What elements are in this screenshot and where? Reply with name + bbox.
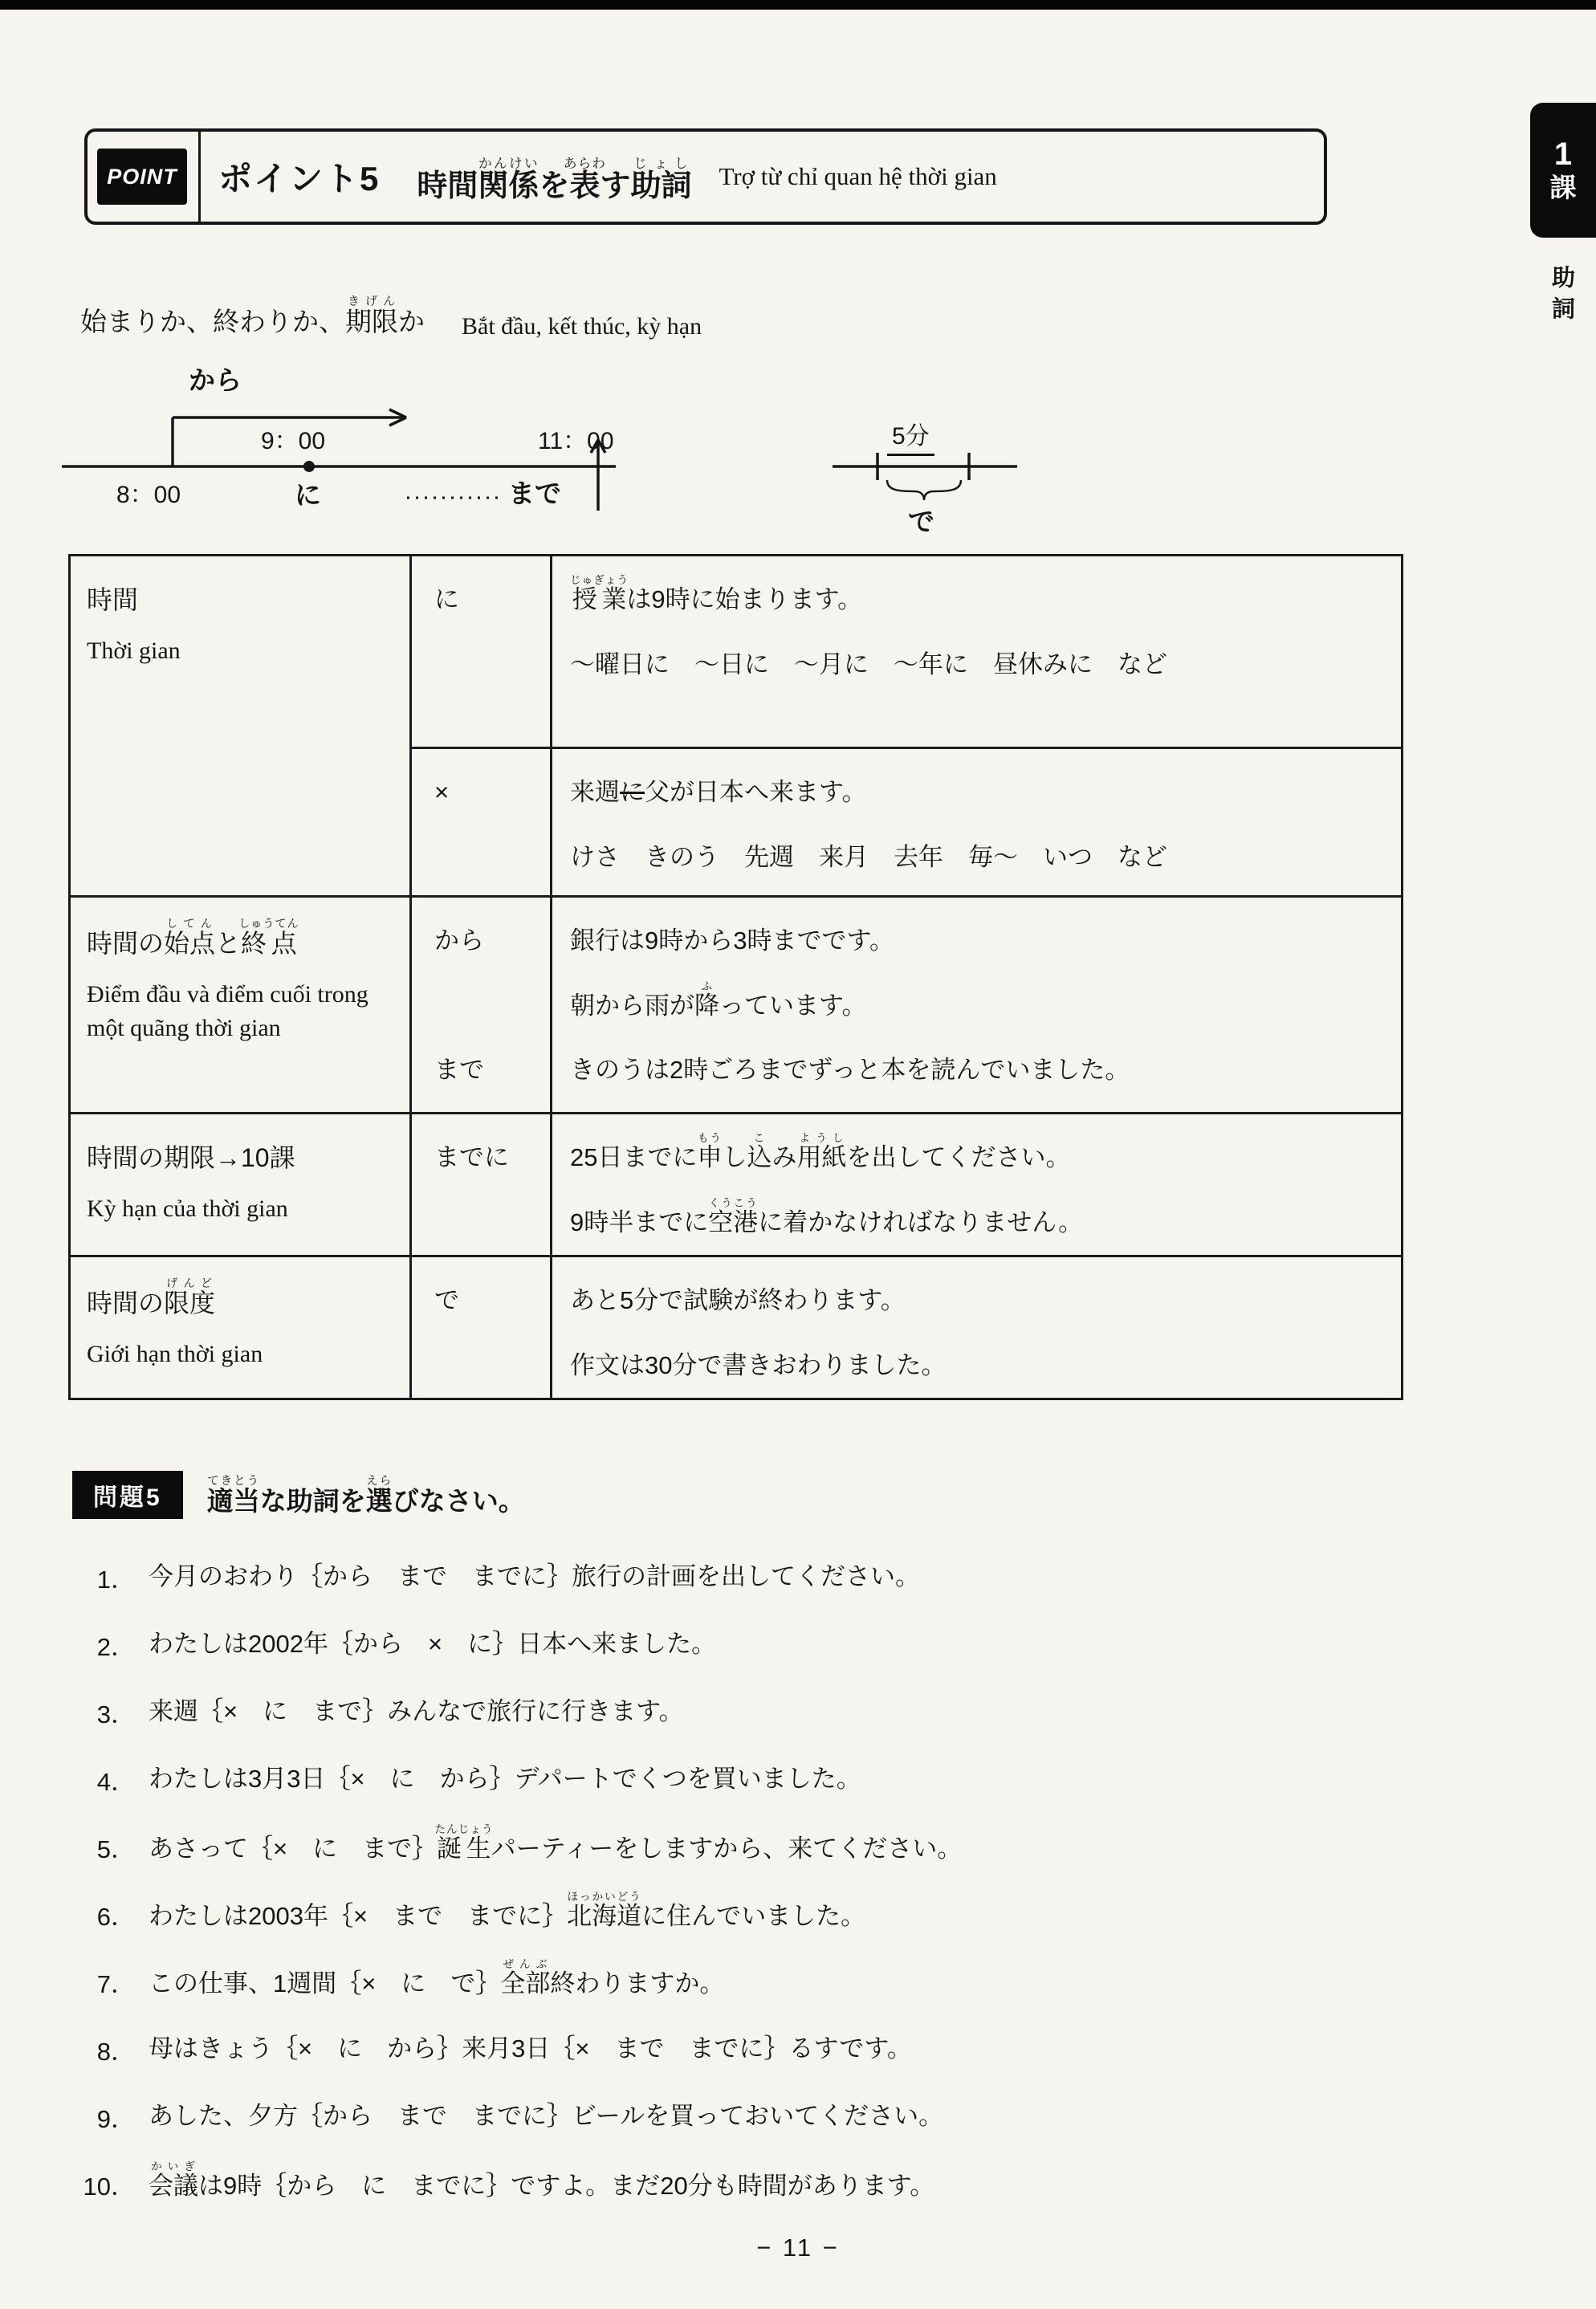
example-sentence: 9時半までに空港くうこうに着かなければなりません。	[570, 1196, 1084, 1236]
scan-top-edge	[0, 0, 1596, 10]
exercise-section-header	[72, 1471, 525, 1519]
exercise-instruction: 適当てきとうな助詞を選えらびなさい。	[206, 1474, 525, 1516]
exercise-text: 今月のおわり｛から まで までに｝旅行の計画を出してください。	[149, 1562, 920, 1590]
point-badge	[97, 149, 187, 205]
exercise-badge	[72, 1471, 183, 1519]
cell-examples-kara-made	[552, 897, 1403, 1114]
particle-de: で	[434, 1286, 459, 1315]
cell-particle-ni	[411, 556, 552, 748]
row-label-vn: Thời gian	[87, 637, 181, 664]
cell-label-limit	[70, 1256, 411, 1399]
diagram-duration-label: 5分	[887, 416, 934, 456]
cell-examples-de	[552, 1256, 1403, 1399]
exercise-text: わたしは2003年｛× まで までに｝北海道ほっかいどうに住んでいました。	[149, 1890, 866, 1930]
chapter-number: 1	[1553, 136, 1573, 173]
exercise-item-3	[76, 1678, 1521, 1745]
exercise-item-4	[76, 1745, 1521, 1813]
row-label-jp: 時間の期限→10課	[87, 1143, 295, 1172]
example-sentence: 銀行は9時から3時までです。	[570, 926, 895, 955]
exercise-number: 9．	[96, 2104, 136, 2133]
exercise-text: あさって｛× に まで｝誕生たんじょうパーティーをしますから、来てください。	[149, 1822, 963, 1863]
cell-examples-madeni	[552, 1114, 1403, 1256]
row-label-jp: 時間	[87, 585, 139, 614]
exercise-item-7	[76, 1948, 1521, 2015]
point-badge-label: POINT	[107, 164, 177, 189]
example-sentence: ～曜日に ～日に ～月に ～年に 昼休みに など	[570, 650, 1167, 678]
row-label-jp: 時間の限度げんど	[87, 1277, 216, 1318]
chapter-tab	[1530, 103, 1596, 238]
exercise-text: わたしは2002年｛から × に｝日本へ来ました。	[149, 1629, 717, 1658]
exercise-item-2	[76, 1611, 1521, 1678]
particle-made: まで	[434, 1055, 484, 1084]
cell-examples-none	[552, 748, 1403, 897]
example-sentence: けさ きのう 先週 来月 去年 毎～ いつ など	[570, 842, 1167, 871]
diagram-ni-label: に	[295, 480, 321, 510]
example-sentence: 作文は30分で書きおわりました。	[570, 1350, 947, 1379]
exercise-number: 4．	[96, 1767, 136, 1796]
exercise-number: 3．	[96, 1700, 136, 1729]
exercise-badge-label: 問題5	[93, 1484, 162, 1511]
exercise-text: この仕事、1週間｛× に で｝全部ぜんぶ終わりますか。	[149, 1957, 725, 1997]
exercise-number: 10．	[83, 2172, 136, 2201]
example-sentence: 来週に父が日本へ来ます。	[570, 778, 867, 806]
grammar-table	[68, 554, 1403, 1400]
row-label-vn: Giới hạn thời gian	[87, 1340, 263, 1367]
point-subtitle-vn: Trợ từ chỉ quan hệ thời gian	[719, 162, 997, 190]
section-intro	[80, 295, 702, 342]
cell-particle-de	[411, 1256, 552, 1399]
row-label-vn: Điểm đầu và điểm cuối trong một quãng thời gian	[87, 980, 368, 1041]
diagram-time-8: 8：00	[116, 482, 181, 508]
cell-particle-kara-made	[411, 897, 552, 1114]
timeline-diagram	[60, 365, 1088, 540]
exercise-text: わたしは3月3日｛× に から｝デパートでくつを買いました。	[149, 1764, 861, 1793]
cell-label-time	[70, 556, 411, 897]
cell-particle-none	[411, 748, 552, 897]
exercise-number: 7．	[96, 1969, 136, 1998]
particle-kara: から	[434, 926, 484, 955]
exercise-text: 母はきょう｛× に から｝来月3日｛× まで までに｝るすです。	[149, 2034, 912, 2063]
exercise-text: あした、夕方｛から まで までに｝ビールを買っておいてください。	[149, 2101, 944, 2130]
chapter-suffix: 課	[1549, 173, 1577, 203]
point-header	[84, 128, 1327, 225]
row-label-jp: 時間の始点してんと終点しゅうてん	[87, 917, 299, 958]
exercise-item-9	[76, 2083, 1521, 2150]
example-sentence: 25日までに申もうし込こみ用紙ようしを出してください。	[570, 1132, 1071, 1171]
exercise-number: 2．	[96, 1632, 136, 1661]
table-row-start-end	[70, 897, 1403, 1114]
exercise-number: 8．	[96, 2037, 136, 2066]
exercise-number: 1．	[96, 1565, 136, 1594]
intro-jp: 始まりか、終わりか、期限きげんか	[80, 295, 425, 336]
diagram-time-11: 11：00	[538, 428, 614, 454]
exercise-item-6	[76, 1880, 1521, 1948]
row-label-vn: Kỳ hạn của thời gian	[87, 1195, 288, 1222]
point-number: ポイント5	[218, 160, 381, 198]
exercise-item-5	[76, 1813, 1521, 1880]
example-sentence: 授業じゅぎょうは9時に始まります。	[570, 574, 863, 613]
diagram-kara-label: から	[189, 365, 242, 395]
chapter-topic-label: 助詞	[1549, 265, 1574, 328]
particle-ni: に	[434, 585, 459, 613]
example-sentence: あと5分で試験が終わります。	[570, 1286, 906, 1315]
exercise-text: 会議かいぎは9時｛から に までに｝ですよ。まだ20分も時間があります。	[149, 2160, 935, 2200]
table-row-limit	[70, 1256, 1403, 1399]
cell-examples-ni	[552, 556, 1403, 748]
exercise-number: 5．	[96, 1835, 136, 1863]
cell-label-start-end	[70, 897, 411, 1114]
exercise-number: 6．	[96, 1902, 136, 1931]
diagram-made-label: まで	[508, 478, 561, 508]
table-row-time-ni	[70, 556, 1403, 748]
page-number: − 11 −	[756, 2234, 840, 2262]
example-sentence: きのうは2時ごろまでずっと本を読んでいました。	[570, 1056, 1130, 1085]
diagram-de-label: で	[908, 507, 934, 536]
exercise-item-10	[76, 2150, 1521, 2217]
particle-madeni: までに	[434, 1143, 509, 1171]
diagram-time-9: 9：00	[261, 428, 326, 454]
table-row-deadline	[70, 1114, 1403, 1256]
exercise-item-8	[76, 2015, 1521, 2083]
exercise-text: 来週｛× に まで｝みんなで旅行に行きます。	[149, 1696, 684, 1725]
cell-label-deadline	[70, 1114, 411, 1256]
exercise-list	[76, 1543, 1521, 2217]
header-divider	[198, 132, 201, 222]
point-title: 時間関係かんけいを表あらわす助詞じょし	[417, 155, 692, 203]
example-sentence: 朝から雨が降ふっています。	[570, 979, 867, 1020]
exercise-item-1	[76, 1543, 1521, 1611]
intro-vn: Bắt đầu, kết thúc, kỳ hạn	[462, 312, 702, 340]
cell-particle-madeni	[411, 1114, 552, 1256]
particle-none: ×	[434, 778, 450, 806]
